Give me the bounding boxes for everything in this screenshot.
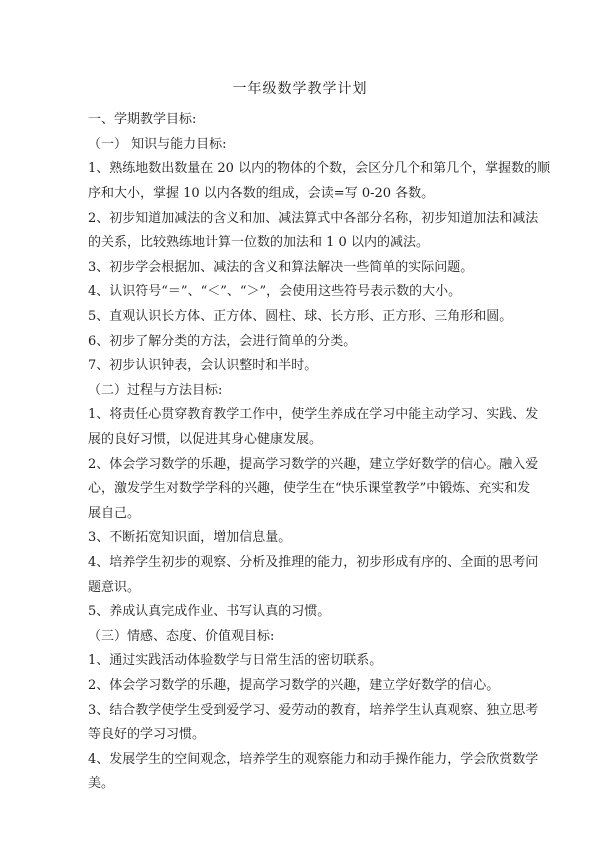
text-line: 4、认识符号“＝”、“＜”、“＞”，会使用这些符号表示数的大小。	[88, 284, 462, 299]
text-line: 6、初步了解分类的方法，会进行简单的分类。	[88, 334, 357, 349]
subsection-heading: （三）情感、态度、价值观目标:	[88, 629, 275, 644]
text-line: 2、初步知道加减法的含义和加、减法算式中各部分名称，初步知道加法和减法	[88, 211, 539, 226]
text-line: 4、培养学生初步的观察、分析及推理的能力，初步形成有序的、全面的思考问	[88, 555, 539, 570]
text-line: 3、结合教学使学生受到爱学习、爱劳动的教育，培养学生认真观察、独立思考	[88, 703, 539, 718]
text-line: 7、初步认识钟表，会认识整时和半时。	[88, 358, 318, 373]
text-line: 3、初步学会根据加、减法的含义和算法解决一些简单的实际问题。	[88, 260, 474, 275]
text-line: 3、不断拓宽知识面，增加信息量。	[88, 530, 292, 545]
subsection-heading: （一） 知识与能力目标:	[88, 137, 227, 152]
text-line: 5、养成认真完成作业、书写认真的习惯。	[88, 604, 331, 619]
text-line: 1、通过实践活动体验数学与日常生活的密切联系。	[88, 653, 383, 668]
text-line: 2、体会学习数学的乐趣，提高学习数学的兴趣，建立学好数学的信心。	[88, 678, 500, 693]
text-line: 1、将责任心贯穿教育教学工作中，使学生养成在学习中能主动学习、实践、发	[88, 407, 539, 422]
text-line: 2、体会学习数学的乐趣，提高学习数学的兴趣，建立学好数学的信心。融入爱	[88, 457, 539, 472]
text-line: 展自己。	[88, 506, 141, 521]
text-line: 1、熟练地数出数量在 20 以内的物体的个数，会区分几个和第几个，掌握数的顺	[88, 161, 551, 176]
text-line: 序和大小，掌握 10 以内各数的组成，会读=写 0-20 各数。	[88, 186, 435, 201]
text-line: 心，激发学生对数学学科的兴趣，使学生在“快乐课堂教学”中锻炼、充实和发	[88, 481, 531, 496]
text-line: 美。	[88, 776, 115, 791]
text-line: 5、直观认识长方体、正方体、圆柱、球、长方形、正方形、三角形和圆。	[88, 309, 513, 324]
text-line: 4、发展学生的空间观念，培养学生的观察能力和动手操作能力，学会欣赏数学	[88, 752, 539, 767]
text-line: 的关系，比较熟练地计算一位数的加法和 1 0 以内的减法。	[88, 235, 429, 250]
section-heading: 一、学期教学目标:	[88, 112, 197, 127]
page-title: 一年级数学教学计划	[232, 81, 368, 97]
text-line: 展的良好习惯，以促进其身心健康发展。	[88, 432, 323, 447]
text-line: 题意识。	[88, 580, 141, 595]
subsection-heading: （二）过程与方法目标:	[88, 383, 223, 398]
text-line: 等良好的学习习惯。	[88, 727, 206, 742]
